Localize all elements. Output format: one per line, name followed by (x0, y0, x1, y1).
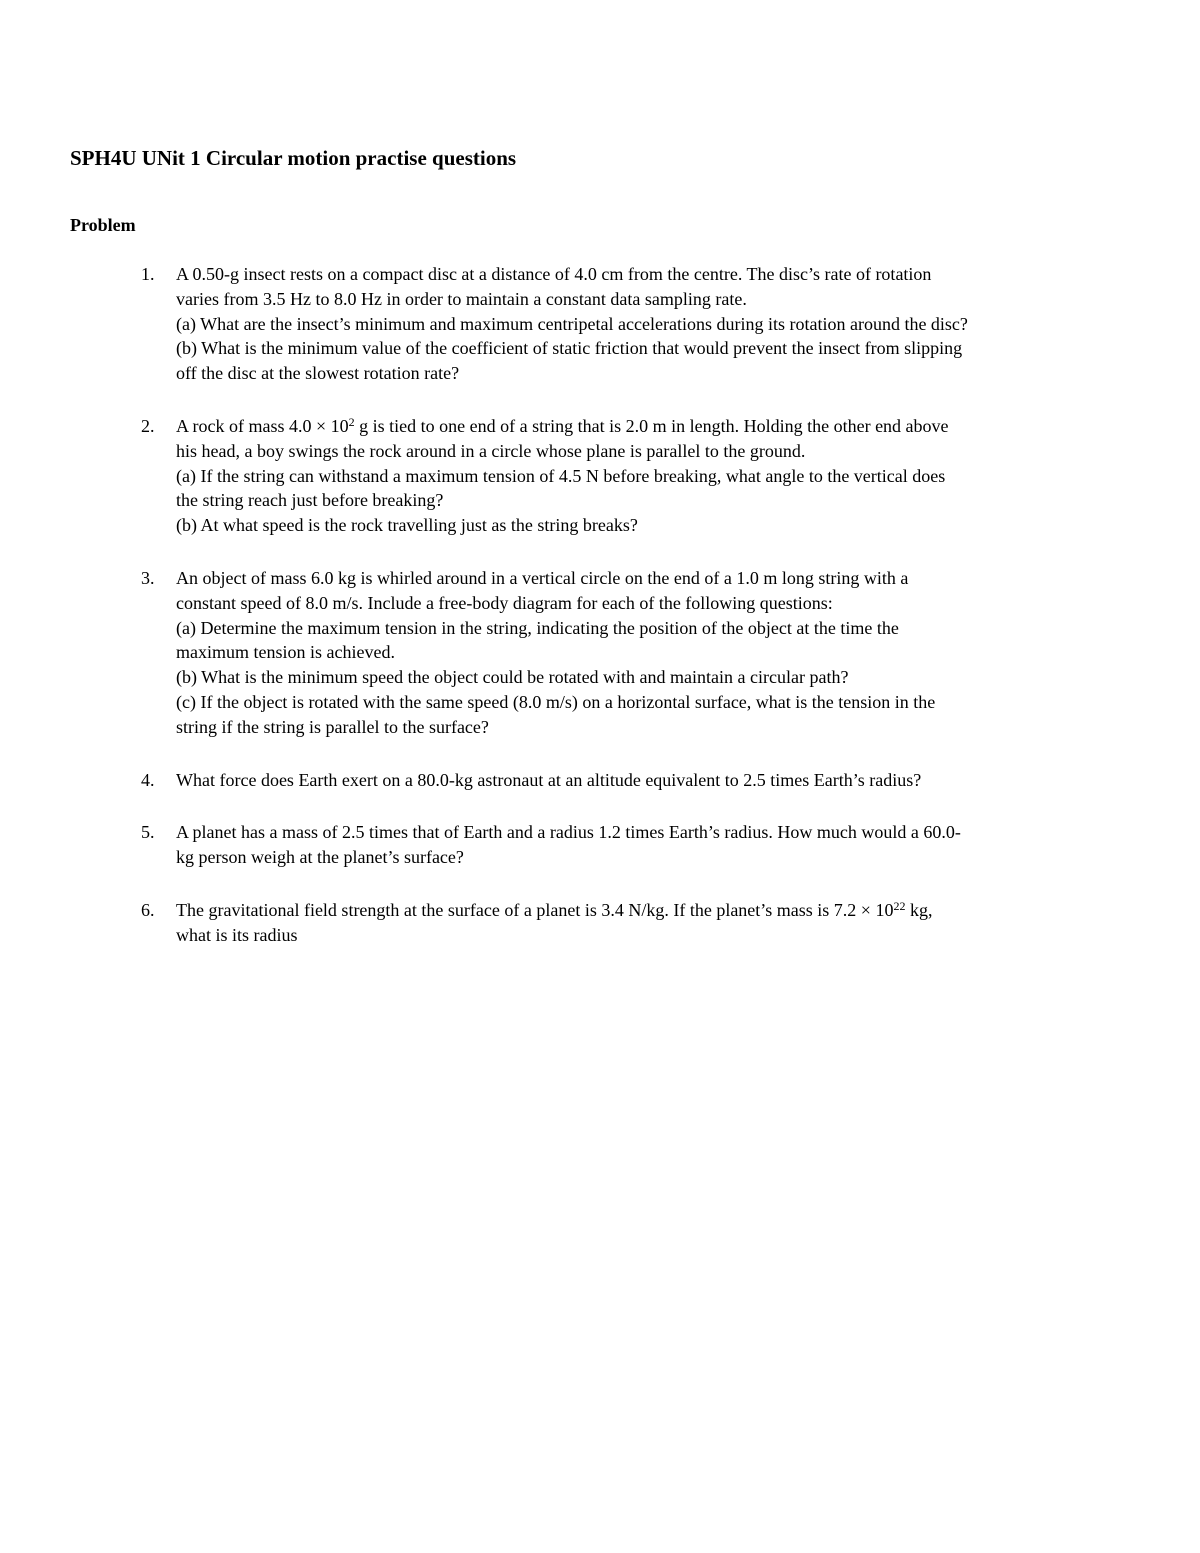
problem-item (0, 768, 1136, 793)
problem-text-line: (a) If the string can withstand a maximum tension of 4.5 N before breaking, what angle to the vertical does (176, 465, 946, 486)
problem-text-line: varies from 3.5 Hz to 8.0 Hz in order to maintain a constant data sampling rate. (176, 288, 747, 309)
problem-text-line: off the disc at the slowest rotation rate? (176, 363, 460, 384)
problem-number: 1. (141, 264, 155, 284)
problem-text-line: kg person weigh at the planet’s surface? (176, 847, 464, 868)
problem-number: 2. (141, 415, 155, 436)
problem-number: 4. (141, 769, 155, 790)
problem-text-line: constant speed of 8.0 m/s. Include a free-body diagram for each of the following questions: (176, 592, 833, 613)
problem-number: 3. (141, 567, 155, 588)
exponent-superscript: 22 (893, 898, 906, 913)
problem-item (0, 820, 1136, 870)
exponent-superscript: 2 (348, 414, 355, 429)
problem-text-line: the string reach just before breaking? (176, 490, 444, 511)
problem-number: 5. (141, 822, 155, 843)
problem-text-line: A 0.50-g insect rests on a compact disc at a distance of 4.0 cm from the centre. The disc’s rate of rotation (176, 264, 932, 284)
problem-text-line: string if the string is parallel to the surface? (176, 716, 489, 737)
problem-item (0, 414, 1136, 538)
problem-text-line: (c) If the object is rotated with the same speed (8.0 m/s) on a horizontal surface, what is the tension in the (176, 691, 936, 712)
section-heading: Problem (70, 215, 136, 235)
problem-text-segment: kg, (905, 899, 933, 920)
problem-text-segment: A rock of mass 4.0 × 10 (176, 415, 349, 436)
problem-text-line: A planet has a mass of 2.5 times that of Earth and a radius 1.2 times Earth’s radius. How much would a 60.0- (176, 822, 961, 843)
problem-number: 6. (141, 899, 155, 920)
document-title: SPH4U UNit 1 Circular motion practise questions (70, 146, 517, 170)
problem-text-line: (a) What are the insect’s minimum and maximum centripetal accelerations during its rotation around the disc? (176, 313, 968, 334)
problem-text-line: maximum tension is achieved. (176, 642, 395, 663)
problem-text-segment: The gravitational field strength at the surface of a planet is 3.4 N/kg. If the planet’s mass is 7.2 × 10 (176, 899, 894, 920)
problem-item (0, 898, 1136, 948)
problem-text-line (176, 414, 1136, 439)
problem-item (0, 566, 1136, 740)
problem-text-line (176, 898, 1136, 923)
problem-text-line: (b) What is the minimum speed the object could be rotated with and maintain a circular path? (176, 667, 849, 688)
problem-text-segment: g is tied to one end of a string that is 2.0 m in length. Holding the other end above (354, 415, 949, 436)
problem-text-line: what is its radius (176, 924, 298, 945)
problem-text-line: his head, a boy swings the rock around in a circle whose plane is parallel to the ground. (176, 440, 806, 461)
problem-item (0, 262, 1136, 386)
problem-text-line: (b) At what speed is the rock travelling just as the string breaks? (176, 515, 638, 536)
problem-text-line: What force does Earth exert on a 80.0-kg astronaut at an altitude equivalent to 2.5 times Earth’s radius? (176, 769, 922, 790)
problem-text-line: (a) Determine the maximum tension in the string, indicating the position of the object at the time the (176, 617, 899, 638)
problem-list (0, 262, 1200, 976)
problem-text-line: An object of mass 6.0 kg is whirled around in a vertical circle on the end of a 1.0 m long string with a (176, 567, 909, 588)
problem-text-line: (b) What is the minimum value of the coefficient of static friction that would prevent the insect from slipping (176, 338, 963, 359)
